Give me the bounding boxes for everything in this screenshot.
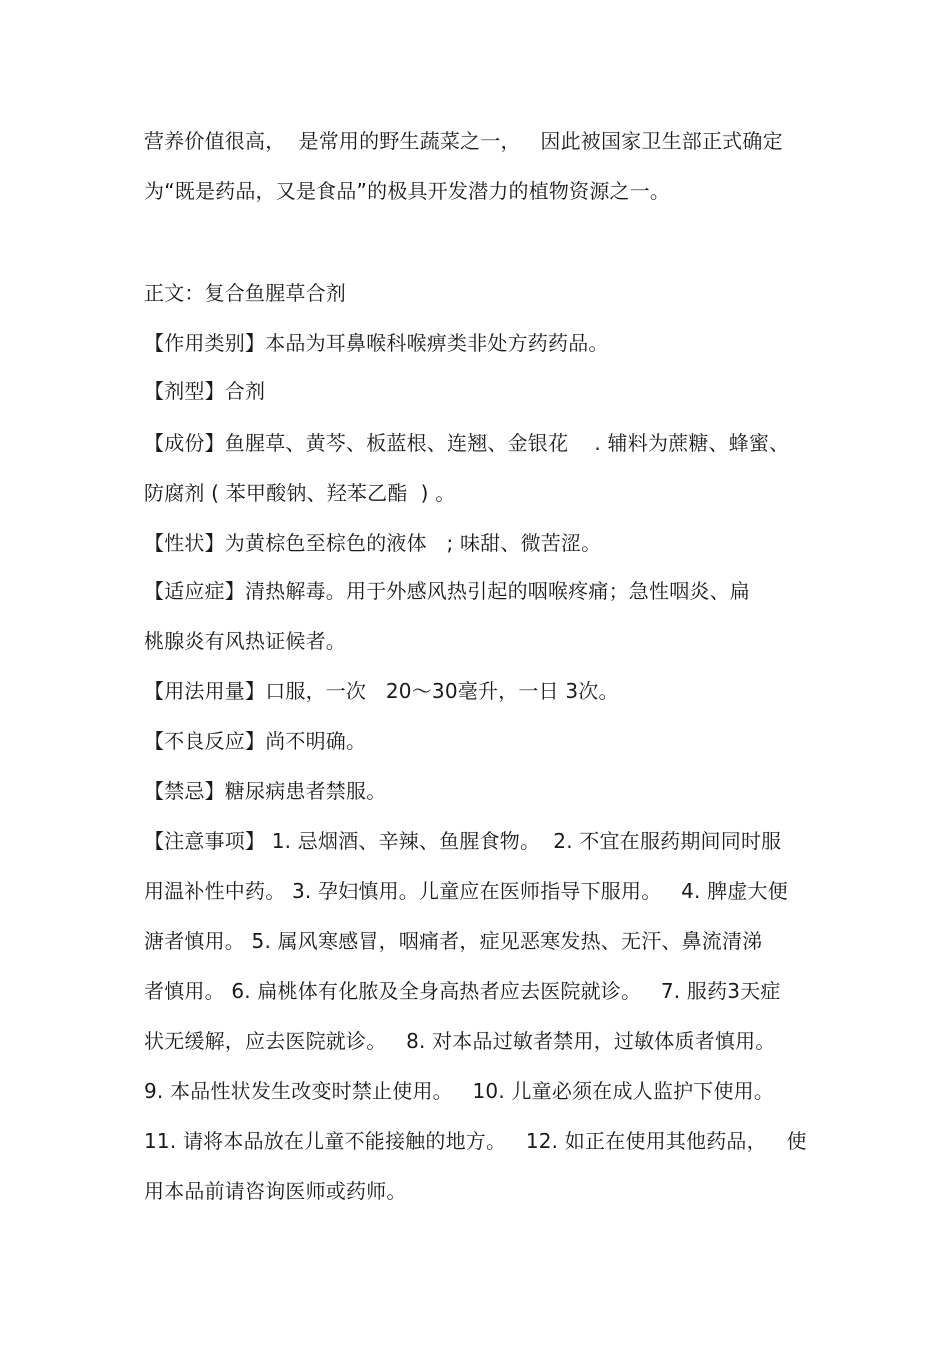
adverse-reactions-line: 【不良反应】尚不明确。 [144, 729, 367, 753]
precautions-line-2: 用温补性中药。 3. 孕妇慎用。儿童应在医师指导下服用。 4. 脾虚大便 [144, 879, 788, 903]
section-heading: 正文：复合鱼腥草合剂 [144, 281, 346, 305]
precautions-line-4: 者慎用。 6. 扁桃体有化脓及全身高热者应去医院就诊。 7. 服药3天症 [144, 979, 781, 1003]
precautions-line-8: 用本品前请咨询医师或药师。 [144, 1179, 407, 1203]
indications-line-1: 【适应症】清热解毒。用于外感风热引起的咽喉疼痛；急性咽炎、扁 [144, 579, 750, 603]
form-line: 【剂型】合剂 [144, 379, 266, 403]
precautions-line-7: 11. 请将本品放在儿童不能接触的地方。 12. 如正在使用其他药品， 使 [144, 1129, 807, 1153]
category-line: 【作用类别】本品为耳鼻喉科喉痹类非处方药药品。 [144, 331, 609, 355]
appearance-line: 【性状】为黄棕色至棕色的液体 ; 味甜、微苦涩。 [144, 531, 602, 555]
precautions-line-1: 【注意事项】 1. 忌烟酒、辛辣、鱼腥食物。 2. 不宜在服药期间同时服 [144, 829, 782, 853]
ingredients-line-2: 防腐剂 ( 苯甲酸钠、羟苯乙酯 ) 。 [144, 481, 456, 505]
precautions-line-3: 溏者慎用。 5. 属风寒感冒，咽痛者，症见恶寒发热、无汗、鼻流清涕 [144, 929, 763, 953]
intro-line-1: 营养价值很高， 是常用的野生蔬菜之一， 因此被国家卫生部正式确定 [144, 129, 783, 153]
indications-line-2: 桃腺炎有风热证候者。 [144, 629, 346, 653]
ingredients-line-1: 【成份】鱼腥草、黄芩、板蓝根、连翘、金银花 . 辅料为蔗糖、蜂蜜、 [144, 431, 790, 455]
intro-line-2: 为“既是药品，又是食品”的极具开发潜力的植物资源之一。 [144, 179, 671, 203]
precautions-line-5: 状无缓解，应去医院就诊。 8. 对本品过敏者禁用，过敏体质者慎用。 [144, 1029, 776, 1053]
precautions-line-6: 9. 本品性状发生改变时禁止使用。 10. 儿童必须在成人监护下使用。 [144, 1079, 775, 1103]
dosage-line: 【用法用量】口服，一次 20～30毫升，一日 3次。 [144, 679, 619, 703]
contraindications-line: 【禁忌】糖尿病患者禁服。 [144, 779, 387, 803]
